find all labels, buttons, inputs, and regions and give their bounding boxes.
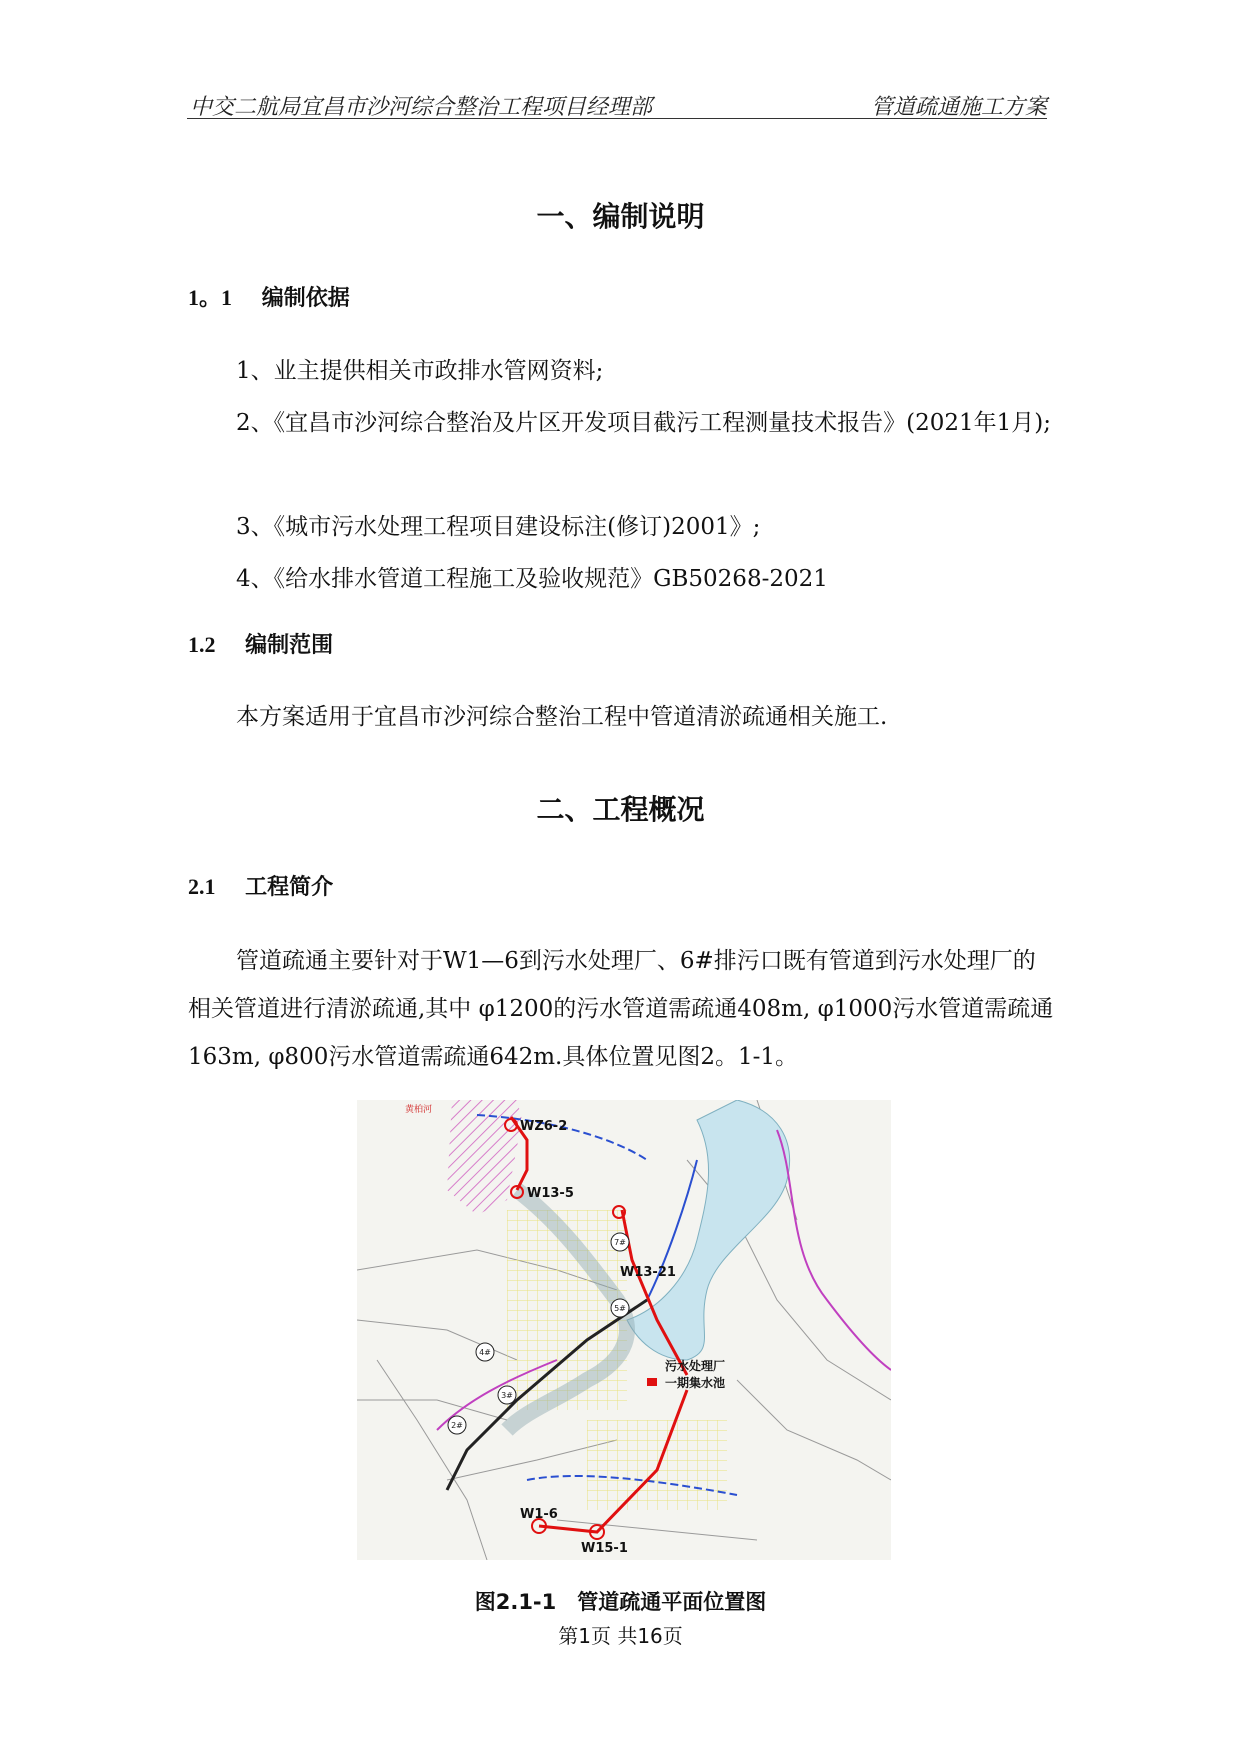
basis-item-2: 2、《宜昌市沙河综合整治及片区开发项目截污工程测量技术报告》(2021年1月);: [236, 410, 1051, 436]
map-svg: [357, 1100, 891, 1560]
label-outfall-7: 7#: [614, 1238, 626, 1247]
header-left: 中交二航局宜昌市沙河综合整治工程项目经理部: [190, 95, 653, 120]
section-1-1-heading: [188, 281, 350, 312]
section-1-title: 一、编制说明: [536, 200, 705, 233]
section-1-2-heading: [188, 628, 333, 659]
label-w15-1: W15-1: [581, 1541, 628, 1556]
label-river: 黄柏河: [405, 1105, 433, 1115]
label-outfall-3: 3#: [501, 1391, 513, 1400]
label-plant: 污水处理厂: [665, 1359, 726, 1373]
section-2-title: 二、工程概况: [536, 793, 705, 826]
page-number: 第1页 共16页: [558, 1624, 683, 1648]
label-w13-5: W13-5: [527, 1186, 574, 1201]
page-header: [187, 90, 1047, 119]
label-wz6-2: WZ6-2: [520, 1119, 568, 1134]
header-right: 管道疏通施工方案: [870, 95, 1047, 120]
basis-item-4: 4、《给水排水管道工程施工及验收规范》GB50268-2021: [236, 566, 828, 592]
overview-text: 管道疏通主要针对于W1—6到污水处理厂、6#排污口既有管道到污水处理厂的相关管道进行清淤疏通,其中 φ1200的污水管道需疏通408m, φ1000污水管道需疏通163m, φ800污水管道需疏通642m.具体位置见图2。1-1。: [188, 948, 1054, 1070]
basis-item-1: 1、业主提供相关市政排水管网资料;: [236, 358, 604, 384]
section-2-1-title: 工程简介: [245, 875, 334, 900]
section-1-1-title: 编制依据: [261, 286, 350, 311]
section-2-1-number: 2.1: [188, 874, 216, 899]
label-w13-21: W13-21: [620, 1265, 676, 1280]
scope-text: 本方案适用于宜昌市沙河综合整治工程中管道清淤疏通相关施工.: [236, 704, 888, 730]
pipeline-plan-map: [357, 1100, 891, 1560]
basis-item-3: 3、《城市污水处理工程项目建设标注(修订)2001》;: [236, 514, 761, 540]
section-1-2-title: 编制范围: [245, 633, 334, 658]
label-outfall-5: 5#: [614, 1304, 626, 1313]
section-2-1-heading: [188, 870, 333, 901]
node-plant: [647, 1378, 657, 1386]
label-plant-tank: 一期集水池: [665, 1376, 726, 1390]
label-outfall-4: 4#: [479, 1348, 491, 1357]
figure-caption: 图2.1-1 管道疏通平面位置图: [474, 1590, 767, 1614]
yellow-zone-south: [587, 1420, 727, 1510]
label-outfall-2: 2#: [451, 1421, 463, 1430]
section-1-2-number: 1.2: [188, 632, 216, 657]
section-1-1-number: 1。1: [188, 285, 233, 310]
label-w1-6: W1-6: [520, 1507, 558, 1522]
